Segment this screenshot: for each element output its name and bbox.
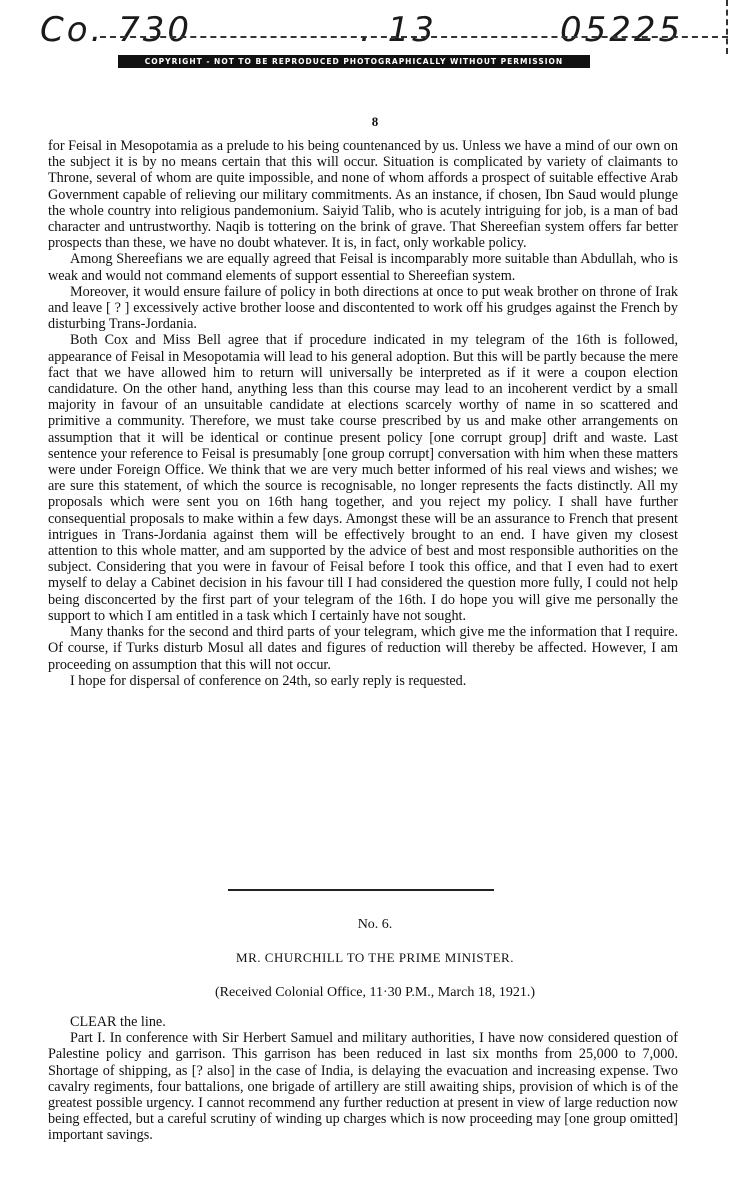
paragraph: Many thanks for the second and third parts of your telegram, which give me the information that I require. Of course, if Turks disturb Mosul all dates and figures of reduction will thereby be affected. However, I am proceeding on assumption that this will not occur.	[48, 624, 678, 673]
paragraph: Part I. In conference with Sir Herbert Samuel and military authorities, I have now considered question of Palestine policy and garrison. This garrison has been reduced in last six months from 25,000 to 7,000. Shortage of shipping, as [? also] in the case of India, is delaying the evacuation and increasing expense. Two cavalry regiments, four battalions, one brigade of artillery are still awaiting ships, provision of which is of the greatest possible urgency. I cannot recommend any further reduction at present in view of large reduction now being effected, but a careful scrutiny of winding up charges which is now proceeding may [one group omitted] important savings.	[48, 1030, 678, 1144]
document-heading: MR. CHURCHILL TO THE PRIME MINISTER.	[236, 950, 514, 965]
archive-ref-folio: 05225	[560, 10, 684, 50]
letter-body	[48, 138, 678, 689]
section-divider	[228, 889, 494, 891]
archive-ref-series: Co. 730	[40, 10, 193, 50]
page-number: 8	[371, 114, 379, 129]
paragraph: CLEAR the line.	[70, 1014, 166, 1030]
archive-ref-volume: . 13	[360, 10, 437, 50]
paragraph: Moreover, it would ensure failure of policy in both directions at once to put weak brother on throne of Irak and leave [ ? ] excessively active brother loose and discontented to work off his grudges against the French by disturbing Trans-Jordania.	[48, 283, 678, 333]
stamp-frame-right	[726, 0, 728, 54]
paragraph: for Feisal in Mesopotamia as a prelude to his being countenanced by us. Unless we have a mind of our own on the subject it is by no means certain that this will occur. Situation is complicated by variety of claimants to Throne, several of whom are quite impossible, and none of whom affords a prospect of suitable effective Arab Government capable of relieving our military commitments. As an instance, if chosen, Ibn Saud would plunge the whole country into religious pandemonium. Saiyid Talib, who is acutely intriguing for job, is a man of bad character and untrustworthy. Naqib is tottering on the brink of grave. That Shereefian system offers far better prospects than these, we have no doubt whatever. It is, in fact, only workable policy.	[48, 138, 678, 252]
archive-reference	[0, 6, 750, 56]
stamp-frame-top	[100, 36, 728, 38]
paragraph: Among Shereefians we are equally agreed that Feisal is incomparably more suitable than Abdullah, who is weak and would not command elements of support essential to Shereefian system.	[48, 251, 678, 284]
paragraph: Both Cox and Miss Bell agree that if procedure indicated in my telegram of the 16th is followed, appearance of Feisal in Mesopotamia will lead to his general adoption. But this will be partly because the mere fact that we have allowed him to return will universally be interpreted as if it were a coupon election candidature. On the other hand, anything less than this course may lead to an incoherent verdict by a small majority in favour of an unsuitable candidate at elections scarcely worthy of name in so scattered and primitive a community. Therefore, we must take course prescribed by us and make other arrangements on assumption that it will be identical or continue present policy [one corrupt group] drift and waste. Last sentence your reference to Feisal is presumably [one group corrupt] conversation with him when these matters were under Foreign Office. We think that we are very much better informed of his real views and wishes; we are sure this statement, of which the source is recognisable, no longer represents the facts distinctly. All my proposals which were sent you on 16th hang together, and you reject my policy. I shall have further consequential proposals to make within a few days. Amongst these will be an assurance to French that present intrigues in Trans-Jordania against them will be effectively brought to an end. I have given my closest attention to this whole matter, and am supported by the advice of best and most responsible authorities on the subject. Considering that you were in favour of Feisal before I took this office, and that I even had to exert myself to delay a Cabinet decision in his favour till I had considered the question more fully, I could not help being disconcerted by the first part of your telegram of the 16th. I do hope you will give me personally the support to which I am entitled in a task which I certainly have not sought.	[48, 332, 678, 624]
received-note: (Received Colonial Office, 11·30 P.M., March 18, 1921.)	[215, 985, 535, 1000]
copyright-banner: COPYRIGHT - NOT TO BE REPRODUCED PHOTOGRAPHICALLY WITHOUT PERMISSION	[118, 55, 590, 68]
paragraph: I hope for dispersal of conference on 24th, so early reply is requested.	[70, 672, 467, 689]
document-number: No. 6.	[357, 917, 393, 932]
telegram-body	[48, 1014, 678, 1144]
